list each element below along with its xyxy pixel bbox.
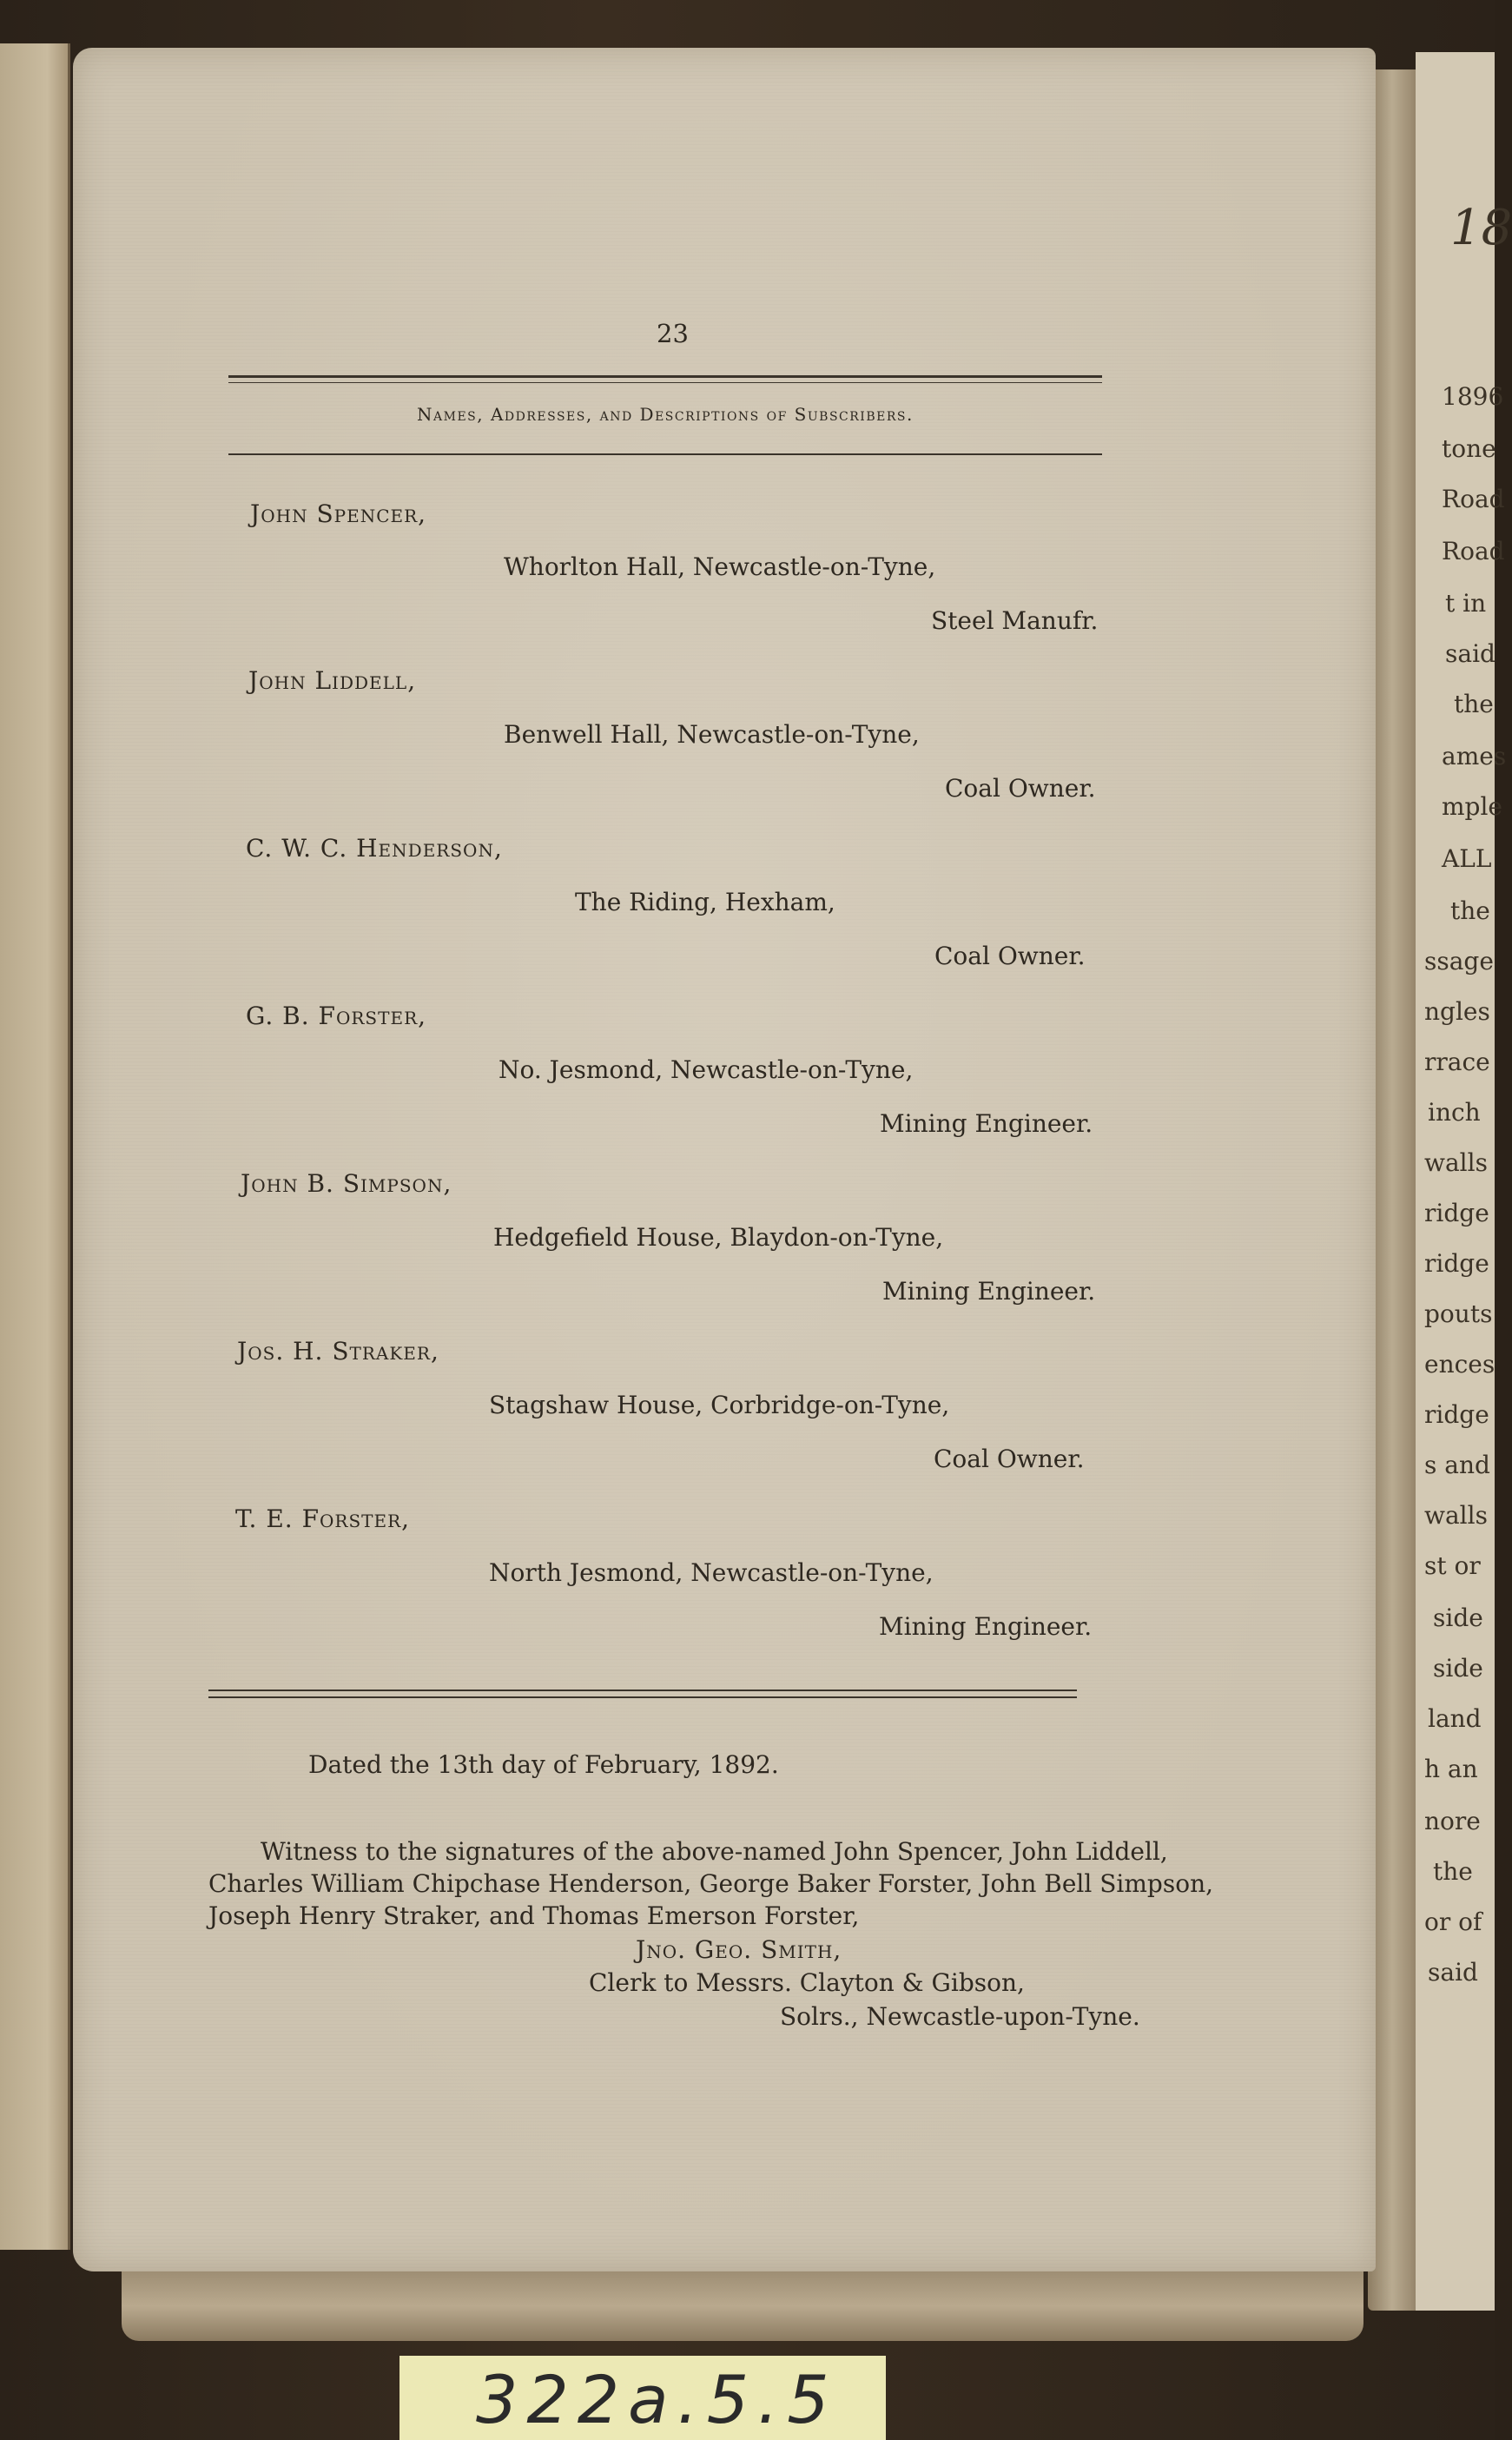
right-page-fragment: ALL: [1442, 844, 1492, 873]
section-rule-top: [208, 1689, 1077, 1691]
right-page-fragment: side: [1433, 1604, 1483, 1632]
archive-tag: [399, 2356, 886, 2440]
subscriber-name: C. W. C. Henderson,: [246, 834, 503, 863]
subscriber-description: Mining Engineer.: [880, 1109, 1093, 1138]
right-page-fragment: or of: [1424, 1908, 1482, 1936]
right-page-fragment: ngles: [1424, 997, 1490, 1026]
witness-signer-firm: Solrs., Newcastle-upon-Tyne.: [780, 2002, 1140, 2031]
right-page-fragment: rrace: [1424, 1048, 1490, 1076]
right-page-fragment: inch: [1428, 1098, 1481, 1127]
subscriber-address: Stagshaw House, Corbridge-on-Tyne,: [489, 1391, 950, 1419]
right-page-fragment: ridge: [1424, 1249, 1489, 1278]
right-page-fragment: tone: [1442, 434, 1496, 463]
dated-line: Dated the 13th day of February, 1892.: [308, 1750, 779, 1779]
right-page-fragment: ridge: [1424, 1400, 1489, 1429]
page-bottom-edge: [122, 2271, 1363, 2341]
subscriber-address: Hedgefield House, Blaydon-on-Tyne,: [493, 1223, 944, 1252]
subscriber-description: Mining Engineer.: [879, 1612, 1093, 1641]
header-rule-top-thin: [228, 382, 1102, 383]
right-page-fragment: walls: [1424, 1148, 1488, 1177]
subscriber-name: John Liddell,: [248, 666, 417, 695]
right-page-fragment: 18: [1450, 200, 1512, 256]
witness-signer-title: Clerk to Messrs. Clayton & Gibson,: [589, 1968, 1025, 1997]
right-page-fragment: Road: [1442, 485, 1505, 513]
right-page-fragment: the: [1450, 896, 1490, 925]
witness-line: Witness to the signatures of the above-named John Spencer, John Liddell,: [261, 1837, 1168, 1866]
subscriber-name: G. B. Forster,: [246, 1002, 427, 1030]
subscriber-description: Coal Owner.: [934, 1445, 1085, 1473]
subscriber-description: Coal Owner.: [945, 774, 1096, 803]
subscriber-name: T. E. Forster,: [235, 1504, 411, 1533]
right-page-fragment: t in: [1445, 589, 1487, 618]
right-page-fragment: the: [1454, 690, 1494, 718]
witness-line: Joseph Henry Straker, and Thomas Emerson Forster,: [208, 1901, 860, 1930]
right-page-fragment: pouts: [1424, 1299, 1493, 1328]
right-page-fragment: nore: [1424, 1807, 1481, 1835]
right-page-fragment: ences: [1424, 1350, 1495, 1379]
right-page-fragment: said: [1428, 1958, 1478, 1987]
section-heading: Names, Addresses, and Descriptions of Subscribers.: [417, 404, 914, 425]
right-page-fragment: mple: [1442, 792, 1502, 821]
left-facing-page-edge: [0, 43, 70, 2250]
right-page-fragment: s and: [1424, 1451, 1490, 1479]
witness-signer: Jno. Geo. Smith,: [636, 1935, 842, 1964]
right-page-fragment: the: [1433, 1857, 1473, 1886]
section-rule-bottom: [208, 1696, 1077, 1698]
subscriber-address: Benwell Hall, Newcastle-on-Tyne,: [504, 720, 920, 749]
subscriber-name: John Spencer,: [250, 499, 427, 528]
subscriber-address: No. Jesmond, Newcastle-on-Tyne,: [498, 1055, 914, 1084]
right-page-fragment: ridge: [1424, 1199, 1489, 1227]
subscriber-address: The Riding, Hexham,: [575, 888, 835, 916]
archive-tag-label: 322a.5.5: [476, 2361, 838, 2438]
witness-line: Charles William Chipchase Henderson, George Baker Forster, John Bell Simpson,: [208, 1869, 1214, 1898]
right-page-fragment: st or: [1424, 1551, 1481, 1580]
header-rule-top: [228, 375, 1102, 378]
subscriber-description: Steel Manufr.: [931, 606, 1099, 635]
right-page-fragment: ssage: [1424, 947, 1494, 975]
right-page-fragment: Road: [1442, 537, 1505, 565]
right-page-fragment: said: [1445, 639, 1495, 668]
subscriber-description: Coal Owner.: [934, 942, 1086, 970]
header-rule-bottom: [228, 453, 1102, 455]
subscriber-name: Jos. H. Straker,: [237, 1337, 439, 1365]
subscriber-address: North Jesmond, Newcastle-on-Tyne,: [489, 1558, 934, 1587]
right-page-fragment: side: [1433, 1654, 1483, 1683]
right-page-fragment: land: [1428, 1704, 1482, 1733]
right-page-fragment: 1896: [1442, 382, 1504, 411]
right-page-fragment: ames: [1442, 742, 1507, 770]
right-facing-page: [1416, 52, 1512, 2311]
right-page-fragment: walls: [1424, 1501, 1488, 1530]
subscriber-description: Mining Engineer.: [882, 1277, 1096, 1306]
page-number: 23: [657, 319, 689, 348]
subscriber-name: John B. Simpson,: [241, 1169, 452, 1198]
right-page-fragment: h an: [1424, 1755, 1478, 1783]
subscriber-address: Whorlton Hall, Newcastle-on-Tyne,: [504, 552, 936, 581]
